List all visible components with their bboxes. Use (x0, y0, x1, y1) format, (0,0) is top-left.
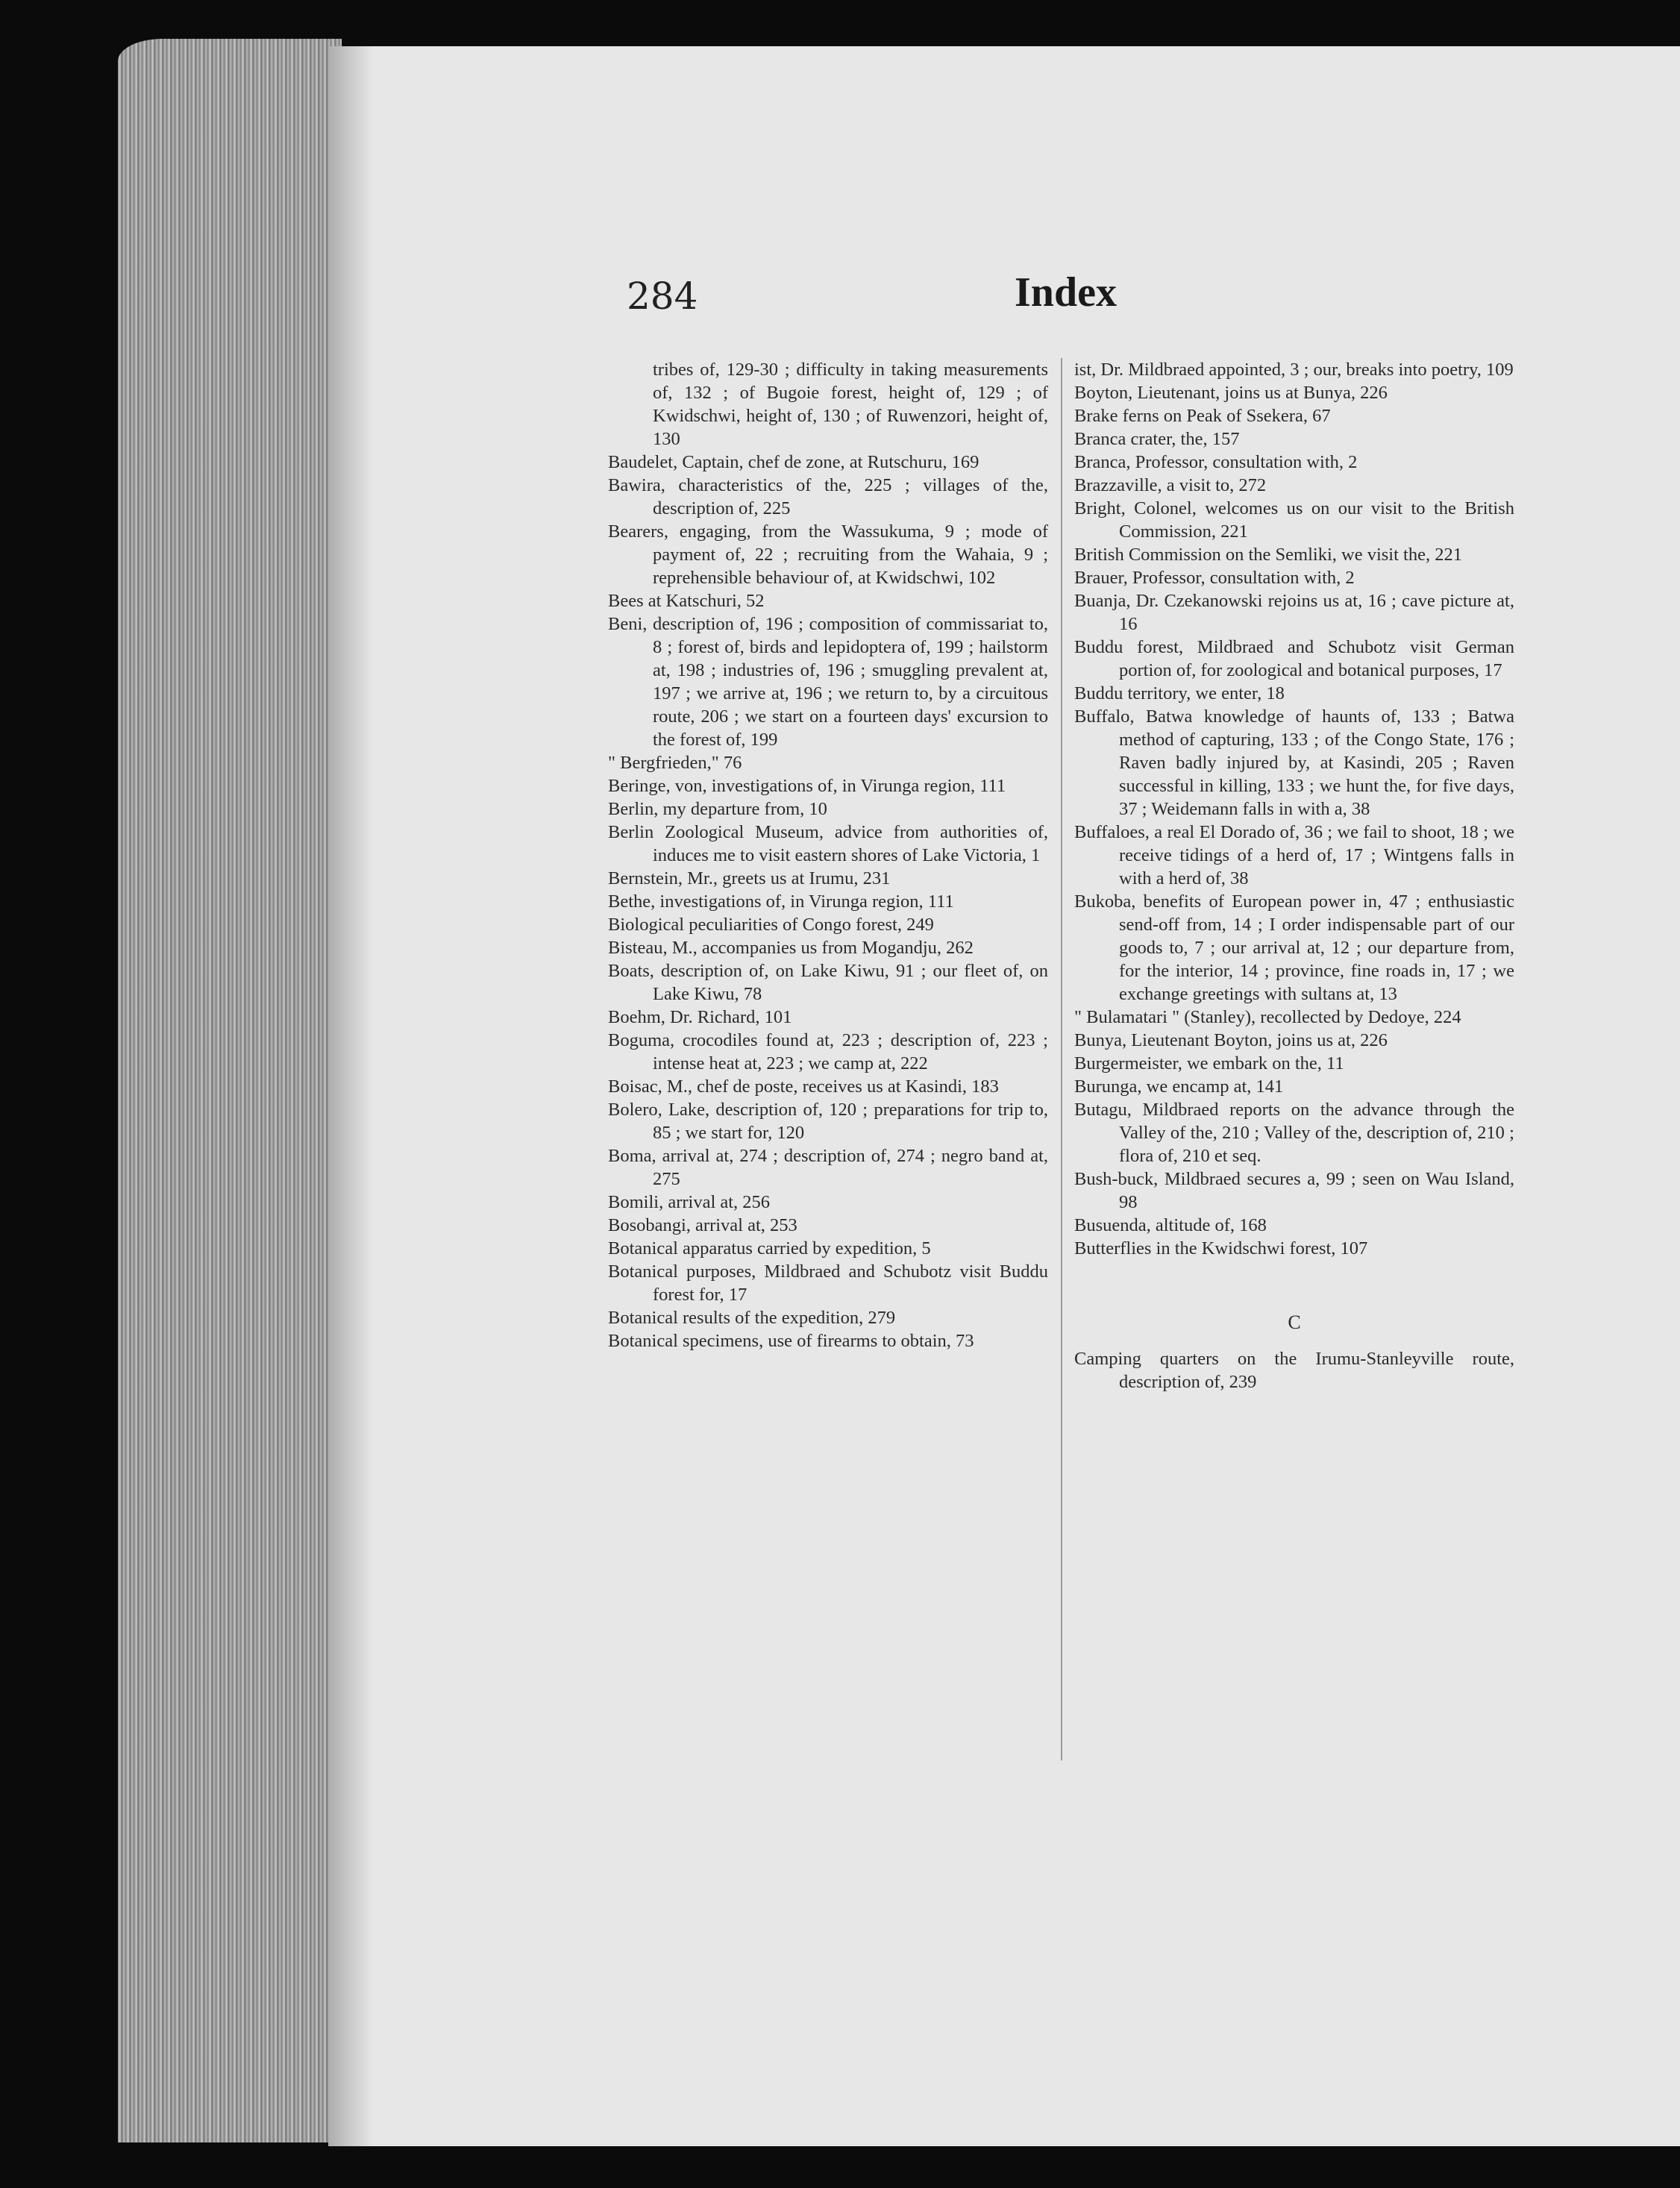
index-entry: tribes of, 129-30 ; difficulty in taking measurements of, 132 ; of Bugoie forest, height of, 129 ; of Kwidschwi, height of, 130 ; of Ruwenzori, height of, 130 (653, 360, 1048, 449)
index-entry: Butterflies in the Kwidschwi forest, 107 (1074, 1238, 1368, 1258)
index-entry: " Bergfrieden," 76 (608, 753, 742, 773)
book-page-edges (118, 39, 342, 2142)
index-entry: Brake ferns on Peak of Ssekera, 67 (1074, 406, 1331, 426)
index-entry: Bawira, characteristics of the, 225 ; villages of the, description of, 225 (608, 475, 1048, 518)
index-entry: Buanja, Dr. Czekanowski rejoins us at, 16 ; cave picture at, 16 (1074, 591, 1514, 634)
index-entry: Bosobangi, arrival at, 253 (608, 1215, 797, 1235)
index-entry: Brauer, Professor, consultation with, 2 (1074, 568, 1355, 588)
index-entry: Berlin Zoological Museum, advice from authorities of, induces me to visit eastern shores of Lake Victoria, 1 (608, 822, 1048, 865)
index-entry: Camping quarters on the Irumu-Stanleyville route, description of, 239 (1074, 1349, 1514, 1392)
index-column-right (1074, 358, 1514, 1394)
page-header (627, 269, 1529, 336)
index-entry: Boats, description of, on Lake Kiwu, 91 ; our fleet of, on Lake Kiwu, 78 (608, 961, 1048, 1004)
index-column-left (608, 358, 1048, 1352)
index-entry: Botanical purposes, Mildbraed and Schubotz visit Buddu forest for, 17 (608, 1261, 1048, 1305)
index-entry: Brazzaville, a visit to, 272 (1074, 475, 1267, 495)
index-entry: Botanical specimens, use of firearms to obtain, 73 (608, 1331, 974, 1351)
index-entry: Beni, description of, 196 ; composition of commissariat to, 8 ; forest of, birds and lepidoptera of, 199 ; hailstorm at, 198 ; industries of, 196 ; smuggling prevalent at, 197 ; we arrive at, 196 ; we return to, by a circuitous route, 206 ; we start on a fourteen days' excursion to the forest of, 199 (608, 614, 1048, 750)
index-entry: Bisteau, M., accompanies us from Mogandju, 262 (608, 938, 974, 958)
index-entries-b (1074, 358, 1514, 1260)
index-entry: Bernstein, Mr., greets us at Irumu, 231 (608, 868, 891, 888)
index-entry: Biological peculiarities of Congo forest, 249 (608, 915, 934, 935)
page-number: 284 (627, 275, 698, 318)
index-entry: Bearers, engaging, from the Wassukuma, 9 ; mode of payment of, 22 ; recruiting from the Wahaia, 9 ; reprehensible behaviour of, at Kwidschwi, 102 (608, 521, 1048, 588)
page-gutter-shadow (328, 46, 373, 2146)
index-entry: Bees at Katschuri, 52 (608, 591, 765, 611)
index-entry: Boehm, Dr. Richard, 101 (608, 1007, 792, 1027)
index-entry: Bethe, investigations of, in Virunga region, 111 (608, 891, 954, 912)
index-entry: Botanical results of the expedition, 279 (608, 1308, 896, 1328)
index-entry: Branca, Professor, consultation with, 2 (1074, 452, 1358, 472)
index-entry: Buddu territory, we enter, 18 (1074, 683, 1285, 703)
index-entry: Burunga, we encamp at, 141 (1074, 1076, 1284, 1097)
index-entry: " Bulamatari " (Stanley), recollected by Dedoye, 224 (1074, 1007, 1461, 1027)
index-entry: Buffaloes, a real El Dorado of, 36 ; we fail to shoot, 18 ; we receive tidings of a herd of, 17 ; Wintgens falls in with a herd of, 38 (1074, 822, 1514, 888)
index-entry: Boisac, M., chef de poste, receives us at Kasindi, 183 (608, 1076, 999, 1097)
index-entry: ist, Dr. Mildbraed appointed, 3 ; our, breaks into poetry, 109 (1074, 360, 1514, 380)
index-entry: Boguma, crocodiles found at, 223 ; description of, 223 ; intense heat at, 223 ; we camp at, 222 (608, 1030, 1048, 1073)
index-entry: Bush-buck, Mildbraed secures a, 99 ; seen on Wau Island, 98 (1074, 1169, 1514, 1212)
index-entry: Buddu forest, Mildbraed and Schubotz visit German portion of, for zoological and botanical purposes, 17 (1074, 637, 1514, 680)
index-entry: Bunya, Lieutenant Boyton, joins us at, 226 (1074, 1030, 1388, 1050)
index-entry: Buffalo, Batwa knowledge of haunts of, 133 ; Batwa method of capturing, 133 ; of the Congo State, 176 ; Raven badly injured by, at Kasindi, 205 ; Raven successful in killing, 133 ; we hunt the, for five days, 37 ; Weidemann falls in with a, 38 (1074, 706, 1514, 819)
index-entry: Burgermeister, we embark on the, 11 (1074, 1053, 1344, 1073)
index-entry: Baudelet, Captain, chef de zone, at Rutschuru, 169 (608, 452, 980, 472)
index-entry: Bright, Colonel, welcomes us on our visit to the British Commission, 221 (1074, 498, 1514, 542)
index-entry: Busuenda, altitude of, 168 (1074, 1215, 1267, 1235)
index-entry: Bomili, arrival at, 256 (608, 1192, 771, 1212)
index-entries-c (1074, 1347, 1514, 1394)
index-entry: Berlin, my departure from, 10 (608, 799, 827, 819)
index-entry: Branca crater, the, 157 (1074, 429, 1240, 449)
index-entry: Boma, arrival at, 274 ; description of, 274 ; negro band at, 275 (608, 1146, 1048, 1189)
index-entry: Botanical apparatus carried by expedition, 5 (608, 1238, 931, 1258)
index-entry: Butagu, Mildbraed reports on the advance through the Valley of the, 210 ; Valley of the, description of, 210 ; flora of, 210 et seq. (1074, 1100, 1514, 1166)
index-entry: Beringe, von, investigations of, in Virunga region, 111 (608, 776, 1006, 796)
index-entry: Bolero, Lake, description of, 120 ; preparations for trip to, 85 ; we start for, 120 (608, 1100, 1048, 1143)
index-entry: Bukoba, benefits of European power in, 47 ; enthusiastic send-off from, 14 ; I order indispensable part of our goods to, 7 ; our arrival at, 12 ; our departure from, for the interior, 14 ; province, fine roads in, 17 ; we exchange greetings with sultans at, 13 (1074, 891, 1514, 1004)
column-divider (1061, 358, 1062, 1761)
page-title: Index (1015, 269, 1117, 316)
index-entry: British Commission on the Semliki, we visit the, 221 (1074, 545, 1462, 565)
section-letter-c: C (1288, 1311, 1301, 1333)
index-entry: Boyton, Lieutenant, joins us at Bunya, 226 (1074, 383, 1388, 403)
